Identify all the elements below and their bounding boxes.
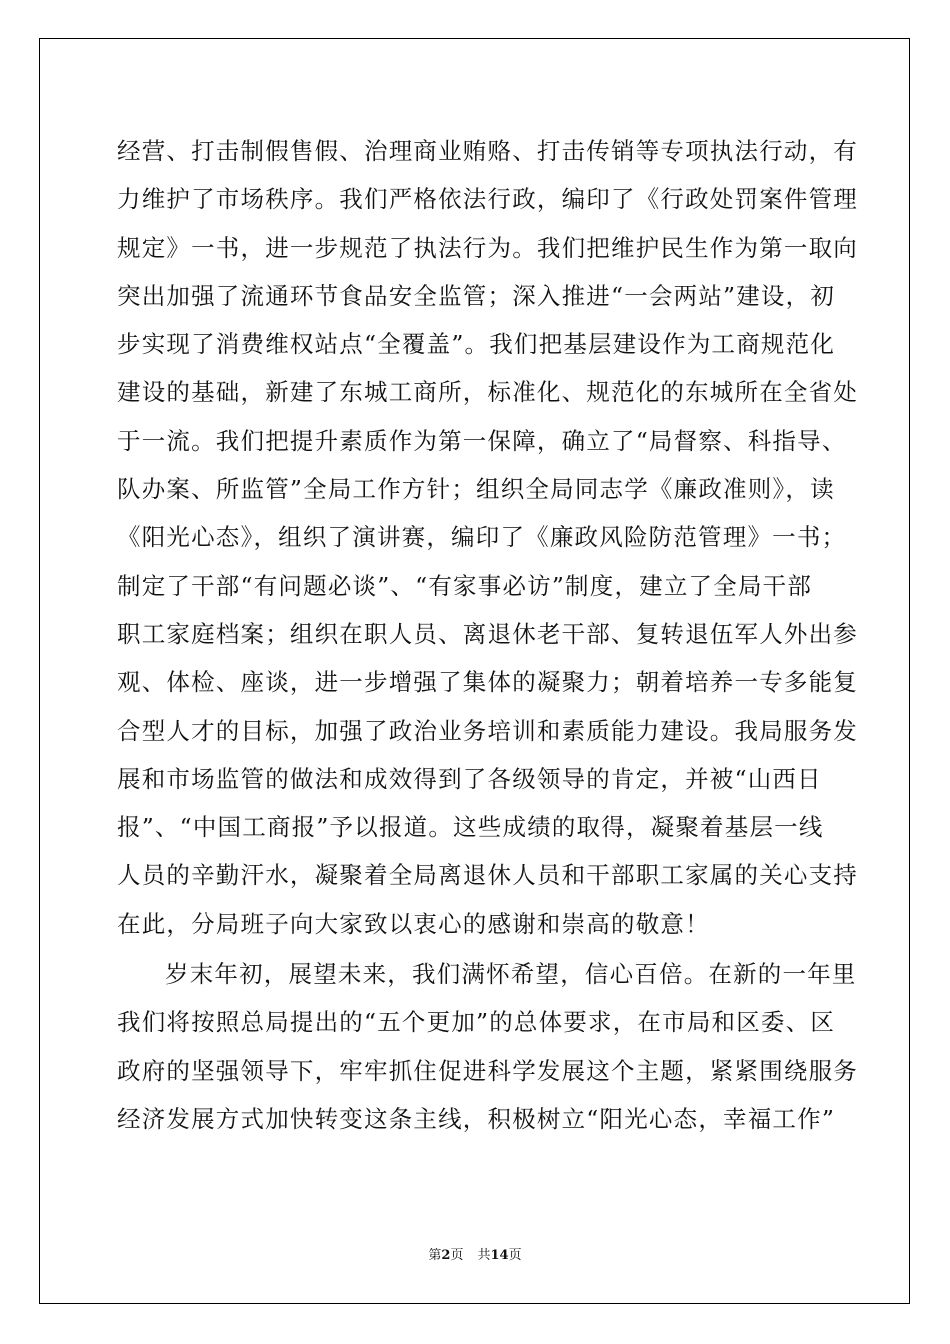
text-line: 报”、“中国工商报”予以报道。这些成绩的取得，凝聚着基层一线 xyxy=(117,813,824,842)
page-label-prefix: 第 xyxy=(428,1248,442,1263)
text-line: 经营、打击制假售假、治理商业贿赂、打击传销等专项执法行动，有 xyxy=(117,137,858,165)
text-line: 职工家庭档案；组织在职人员、离退休老干部、复转退伍军人外出参 xyxy=(117,619,858,648)
text-line: 在此，分局班子向大家致以衷心的感谢和崇高的敬意！ xyxy=(117,909,710,938)
page-number: 2 xyxy=(441,1248,451,1263)
paragraph-2 xyxy=(117,950,858,1143)
text-line: 步实现了消费维权站点“全覆盖”。我们把基层建设作为工商规范化 xyxy=(117,330,836,359)
total-pages: 14 xyxy=(490,1248,509,1263)
page-footer xyxy=(0,1244,950,1263)
text-line: 突出加强了流通环节食品安全监管；深入推进“一会两站”建设，初 xyxy=(117,281,836,310)
text-line-indented: 岁末年初，展望未来，我们满怀希望，信心百倍。在新的一年里 xyxy=(165,960,857,989)
text-line: 观、体检、座谈，进一步增强了集体的凝聚力；朝着培养一专多能复 xyxy=(117,668,858,697)
text-line: 于一流。我们把提升素质作为第一保障，确立了“局督察、科指导、 xyxy=(117,426,847,455)
text-line: 经济发展方式加快转变这条主线，积极树立“阳光心态，幸福工作” xyxy=(117,1104,836,1133)
text-line: 队办案、所监管”全局工作方针；组织全局同志学《廉政准则》，读 xyxy=(117,475,835,504)
page-label-suffix: 页 xyxy=(450,1248,464,1263)
total-label-prefix: 共 xyxy=(477,1248,491,1263)
text-line: 规定》一书，进一步规范了执法行为。我们把维护民生作为第一取向 xyxy=(117,233,858,262)
text-line: 政府的坚强领导下，牢牢抓住促进科学发展这个主题，紧紧围绕服务 xyxy=(117,1056,858,1085)
text-line: 建设的基础，新建了东城工商所，标准化、规范化的东城所在全省处 xyxy=(117,378,858,407)
text-line: 我们将按照总局提出的“五个更加”的总体要求，在市局和区委、区 xyxy=(117,1008,836,1037)
document-body xyxy=(117,127,858,1143)
paragraph-1 xyxy=(117,127,858,948)
total-label-suffix: 页 xyxy=(508,1248,522,1263)
text-line: 力维护了市场秩序。我们严格依法行政，编印了《行政处罚案件管理 xyxy=(117,185,858,214)
text-line: 人员的辛勤汗水，凝聚着全局离退休人员和干部职工家属的关心支持 xyxy=(117,861,858,890)
text-line: 展和市场监管的做法和成效得到了各级领导的肯定，并被“山西日 xyxy=(117,764,822,793)
text-line: 《阳光心态》，组织了演讲赛，编印了《廉政风险防范管理》一书； xyxy=(117,523,847,552)
text-line: 合型人才的目标，加强了政治业务培训和素质能力建设。我局服务发 xyxy=(117,716,858,745)
text-line: 制定了干部“有问题必谈”、“有家事必访”制度，建立了全局干部 xyxy=(117,571,813,600)
